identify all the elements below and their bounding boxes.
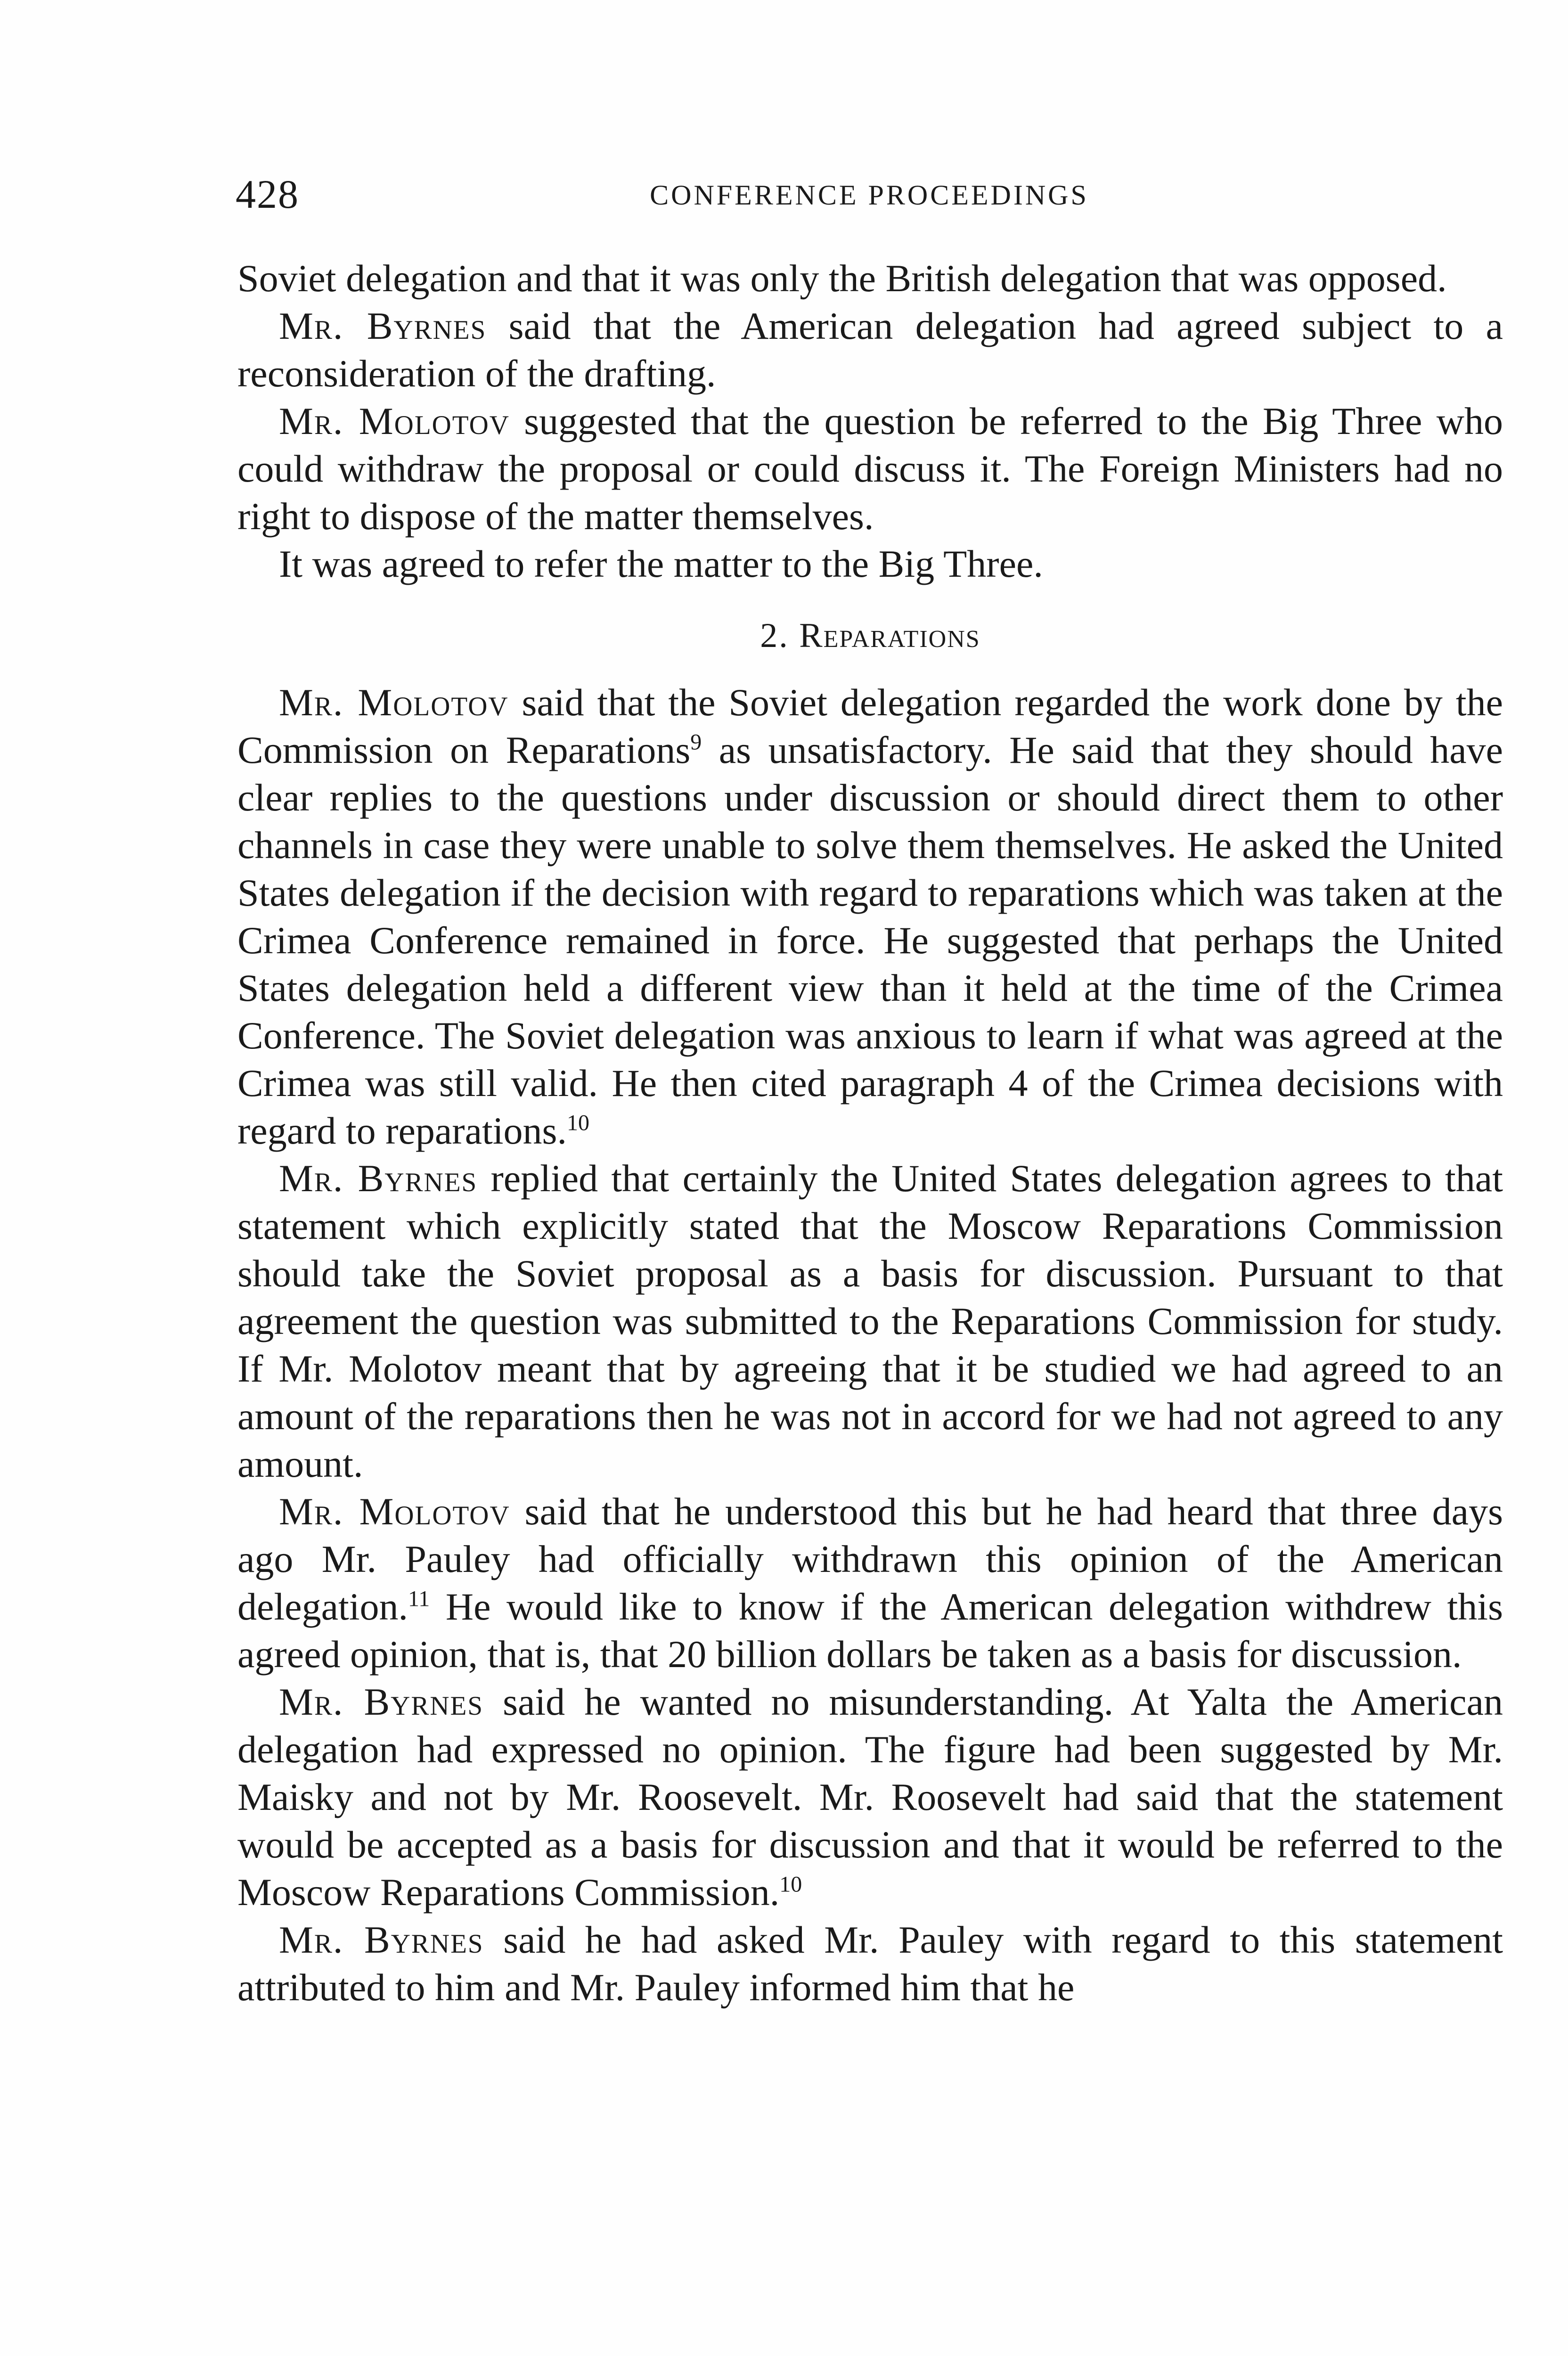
footnote-reference[interactable]: 10 [779,1872,802,1897]
paragraph-text: said that the Soviet delegation regarded the work done by the Commission on Reparations [237,681,1503,771]
speaker-name: Mr. Byrnes [279,304,487,347]
paragraph-text: Soviet delegation and that it was only the British delegation that was opposed. [237,257,1447,300]
paragraph [237,540,1503,588]
paragraph [237,1488,1503,1678]
speaker-name: Mr. Byrnes [279,1918,484,1961]
paragraph [237,397,1503,540]
page-header [236,171,1503,218]
speaker-name: Mr. Molotov [279,1490,510,1533]
speaker-name: Mr. Byrnes [279,1157,478,1200]
paragraph-text: said he had asked Mr. Pauley with regard to this statement attributed to him and Mr. Pauley informed him that he [237,1918,1503,2009]
body-text [237,254,1503,2011]
page-number: 428 [236,172,299,217]
paragraph [237,1916,1503,2011]
section-number: 2. [760,616,800,655]
footnote-reference[interactable]: 10 [566,1110,589,1136]
paragraph [237,254,1503,302]
paragraph-text: said that he understood this but he had heard that three days ago Mr. Pauley had officially withdrawn this opinion of the American delegation. [237,1490,1503,1628]
section-heading [237,612,1503,660]
paragraph [237,1678,1503,1916]
paragraph [237,302,1503,397]
speaker-name: Mr. Molotov [279,681,509,724]
footnote-reference[interactable]: 11 [408,1586,430,1612]
paragraph-text: It was agreed to refer the matter to the Big Three. [279,542,1043,585]
speaker-name: Mr. Molotov [279,400,510,442]
paragraph-text: replied that certainly the United States delegation agrees to that statement which explicitly stated that the Moscow Reparations Commission should take the Soviet proposal as a basis for discussion. Pursuant to that agreement the question was submitted to the Reparations Commission for study. If Mr. Molotov meant that by agreeing that it be studied we had agreed to an amount of the reparations then he was not in accord for we had not agreed to any amount. [237,1157,1503,1485]
paragraph-text: as unsatisfactory. He said that they should have clear replies to the questions under discussion or should direct them to other channels in case they were unable to solve them themselves. He asked the United States delegation if the decision with regard to reparations which was taken at the Crimea Conference remained in force. He suggested that perhaps the United States delegation held a different view than it held at the time of the Crimea Conference. The Soviet delegation was anxious to learn if what was agreed at the Crimea was still valid. He then cited paragraph 4 of the Crimea decisions with regard to reparations. [237,728,1503,1152]
speaker-name: Mr. Byrnes [279,1680,484,1723]
section-title: Reparations [799,616,980,655]
footnote-reference[interactable]: 9 [690,729,702,755]
paragraph-text: said he wanted no misunderstanding. At Yalta the American delegation had expressed no opinion. The figure had been suggested by Mr. Maisky and not by Mr. Roosevelt. Mr. Roosevelt had said that the statement would be accepted as a basis for discussion and that it would be referred to the Moscow Reparations Commission. [237,1680,1503,1914]
paragraph-text: suggested that the question be referred to the Big Three who could withdraw the proposal or could discuss it. The Foreign Ministers had no right to dispose of the matter themselves. [237,400,1503,538]
paragraph-text: He would like to know if the American delegation withdrew this agreed opinion, that is, that 20 billion dollars be taken as a basis for discussion. [237,1585,1503,1676]
running-head: CONFERENCE PROCEEDINGS [650,180,1089,211]
paragraph-text: said that the American delegation had agreed subject to a reconsideration of the drafting. [237,304,1503,395]
paragraph [237,679,1503,1154]
paragraph [237,1154,1503,1488]
